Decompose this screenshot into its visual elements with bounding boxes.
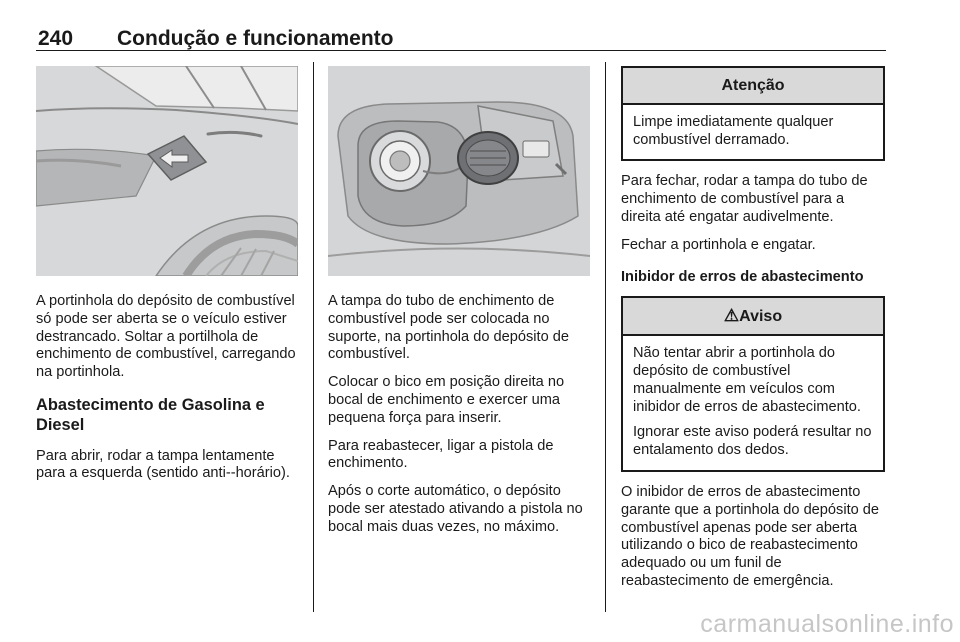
paragraph-inhibitor-description: O inibidor de erros de abastecimento garante que a portinhola do depósito de combustível apenas pode ser aberta utilizando o bico de reabastecimento adequado ou um funil de reabastecimento de emergência. [621, 483, 880, 589]
column-divider-2 [605, 62, 606, 612]
warning-text-2: Ignorar este aviso poderá resultar no entalamento dos dedos. [633, 424, 872, 459]
warning-title: Aviso [739, 308, 783, 326]
attention-text: Limpe imediatamente qualquer combustível derramado. [633, 113, 834, 148]
column-3 [621, 66, 885, 601]
page-number: 240 [38, 27, 74, 50]
paragraph-cap-holder: A tampa do tubo de enchimento de combustível pode ser colocada no suporte, na portinhola do depósito de combustível. [328, 293, 569, 363]
watermark: carmanualsonline.info [700, 610, 954, 638]
paragraph-auto-cutoff: Após o corte automático, o depósito pode ser atestado ativando a pistola no bocal mais duas vezes, no máximo. [328, 483, 583, 535]
column-2 [328, 293, 594, 547]
heading-misfuel-inhibitor: Inibidor de erros de abastecimento [621, 268, 864, 285]
warning-box [621, 296, 885, 472]
header-rule [36, 50, 886, 51]
column-1 [36, 293, 302, 493]
figure-fuel-filler-cap [328, 66, 590, 276]
warning-title-bar [623, 298, 883, 336]
paragraph-insert-nozzle: Colocar o bico em posição direita no bocal de enchimento e exercer uma pequena força para inserir. [328, 374, 565, 426]
chapter-title: Condução e funcionamento [117, 27, 394, 50]
paragraph-close-flap: Fechar a portinhola e engatar. [621, 236, 816, 253]
paragraph-close-cap: Para fechar, rodar a tampa do tubo de enchimento de combustível para a direita até engatar audivelmente. [621, 173, 868, 225]
warning-text-1: Não tentar abrir a portinhola do depósito de combustível manualmente em veículos com inibidor de erros de abastecimento. [633, 345, 861, 415]
paragraph-start-refuel: Para reabastecer, ligar a pistola de enchimento. [328, 437, 554, 472]
paragraph-open-cap: Para abrir, rodar a tampa lentamente para a esquerda (sentido anti--horário). [36, 447, 290, 482]
attention-box [621, 66, 885, 161]
figure-fuel-flap-car [36, 66, 298, 276]
warning-triangle-icon: ⚠ [723, 306, 740, 326]
attention-title: Atenção [623, 68, 883, 105]
paragraph-fuel-flap-opening: A portinhola do depósito de combustível só pode ser aberta se o veículo estiver destrancado. Soltar a portilhola de enchimento de combustível, carregando na portinhola. [36, 293, 296, 381]
heading-refuelling: Abastecimento de Gasolina e Diesel [36, 395, 265, 434]
column-divider-1 [313, 62, 314, 612]
